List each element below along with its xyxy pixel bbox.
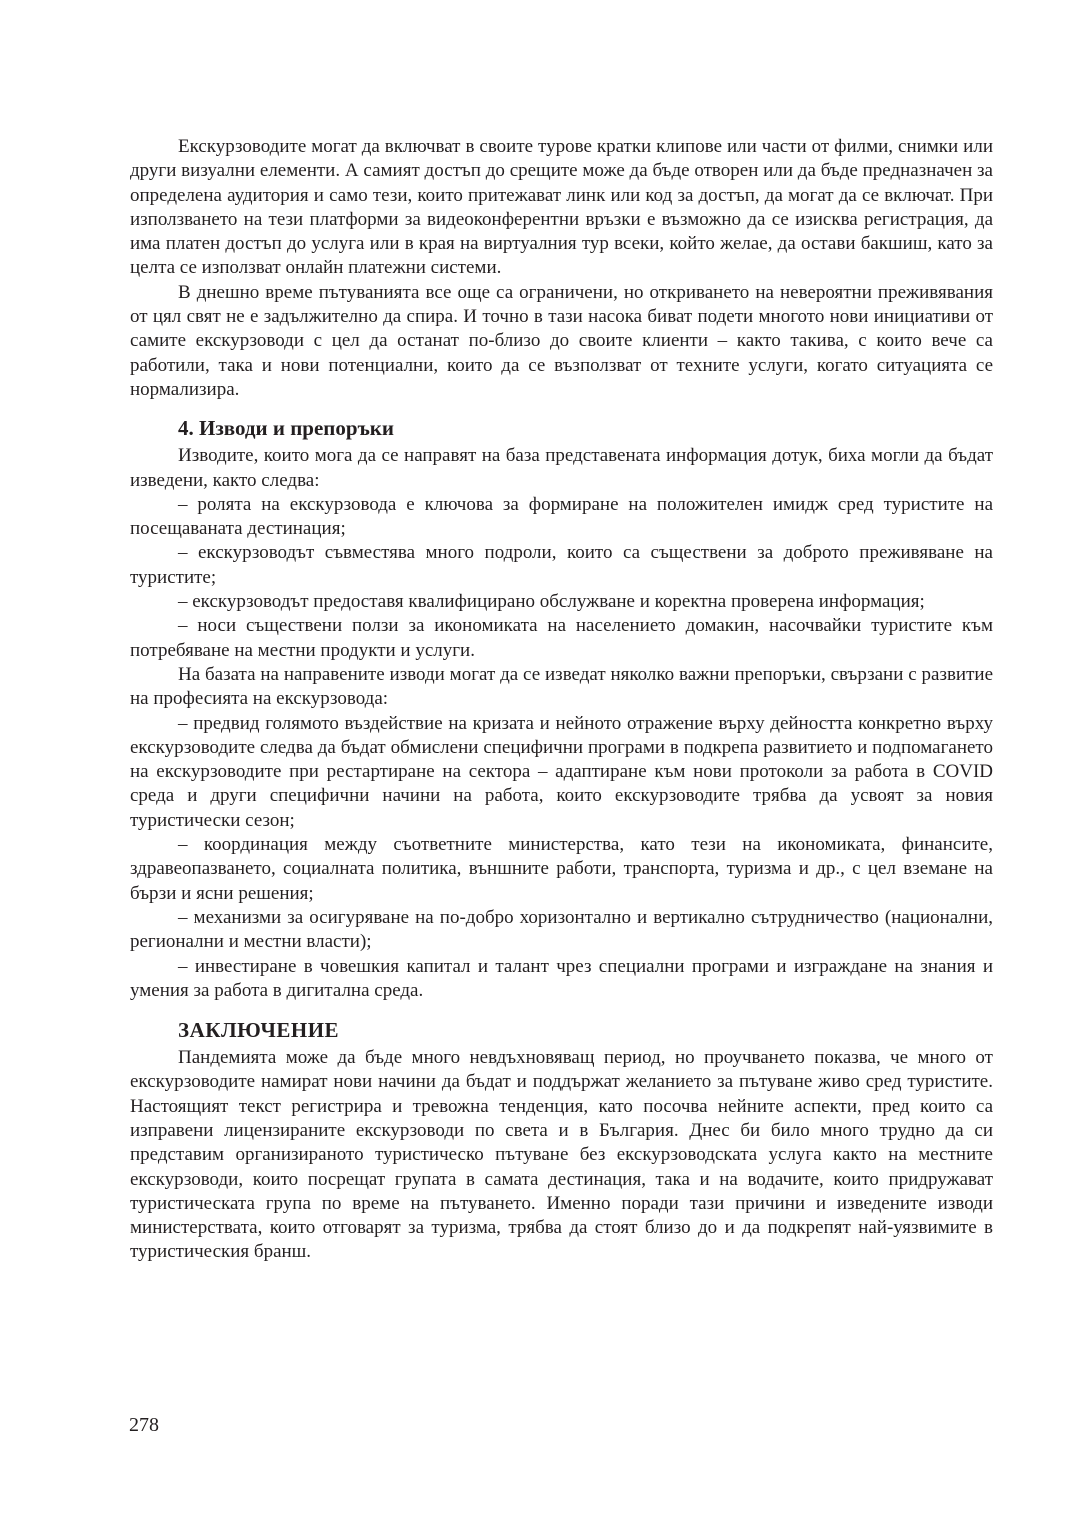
conclusion-item: – екскурзоводът съвместява много подроли, които са съществени за доброто преживяване на туристите; xyxy=(130,542,993,588)
conclusion-item: – екскурзоводът предоставя квалифицирано обслужване и коректна проверена информация; xyxy=(178,591,925,613)
recommendation-item: – предвид голямото въздействие на кризата и нейното отражение върху дейността конкретно върху екскурзоводите следва да бъдат обмислени специфични програми в подкрепа развитието и подпомагането на екскурзоводите при рестартиране на сектора – адаптиране към нови протоколи за работа в COVID среда и други специфични начини на работа, които екскурзоводите трябва да усвоят за новия туристически сезон; xyxy=(130,712,993,831)
recommendations-intro: На базата на направените изводи могат да се изведат няколко важни препоръки, свързани с развитие на професията на екскурзовода: xyxy=(130,663,993,710)
conclusions-intro: Изводите, които мога да се направят на база представената информация дотук, биха могли да бъдат изведени, както следва: xyxy=(130,445,993,491)
recommendation-item: – координация между съответните министерства, като тези на икономиката, финансите, здравеопазването, социалната политика, външните работи, транспорта, туризма и др., с цел вземане на бързи и ясни решения; xyxy=(130,834,993,904)
section-4-heading: 4. Изводи и препоръки xyxy=(178,416,395,441)
page-number: 278 xyxy=(129,1414,159,1436)
conclusion-paragraph: Пандемията може да бъде много невдъхновяващ период, но проучването показва, че много от екскурзоводите намират нови начини да бъдат и поддържат желанието за пътуване живо сред туристите. Настоящият текст регистрира и тревожна тенденция, като посочва нейните аспекти, пред които са изправени лицензираните екскурзоводи по света и в България. Днес би било много трудно да си представим организираното туристическо пътуване без екскурзоводската услуга както на местните екскурзоводи, които посрещат групата в самата дестинация, така и на водачите, които придружават туристическата група по време на пътуването. Именно поради тази причини и изведените изводи министерствата, които отговарят за туризма, трябва да стоят близо до и да подкрепят най-уязвимите в туристическия бранш. xyxy=(130,1047,993,1263)
page-body xyxy=(130,135,993,1265)
intro-paragraph-2: В днешно време пътуванията все още са ограничени, но откриването на невероятни преживявания от цял свят не е задължително да спира. И точно в тази насока биват подети многото нови инициативи от самите екскурзоводи с цел да останат по-близо до своите клиенти – както такива, с които вече са работили, така и нови потенциални, които да се възползват от техните услуги, когато ситуацията се нормализира. xyxy=(130,281,993,400)
intro-paragraph-1: Екскурзоводите могат да включват в своите турове кратки клипове или части от филми, снимки или други визуални елементи. А самият достъп до срещите може да бъде отворен или да бъде предназначен за определена аудитория и само тези, които притежават линк или код за достъп, да могат да се включат. При използването на тези платформи за видеоконферентни връзки е възможно да се изисква регистрация, да има платен достъп до услуга или в края на виртуалния тур всеки, който желае, да остави бакшиш, като за целта се използват онлайн платежни системи. xyxy=(130,136,993,279)
conclusion-heading: ЗАКЛЮЧЕНИЕ xyxy=(178,1018,340,1043)
recommendation-item: – инвестиране в човешкия капитал и талант чрез специални програми и изграждане на знания и умения за работа в дигитална среда. xyxy=(130,955,993,1001)
conclusion-item: – носи съществени ползи за икономиката на населението домакин, насочвайки туристите към потребяване на местни продукти и услуги. xyxy=(130,615,993,661)
recommendation-item: – механизми за осигуряване на по-добро хоризонтално и вертикално сътрудничество (национални, регионални и местни власти); xyxy=(130,906,993,953)
conclusion-item: – ролята на екскурзовода е ключова за формиране на положителен имидж сред туристите на посещаваната дестинация; xyxy=(130,493,993,540)
